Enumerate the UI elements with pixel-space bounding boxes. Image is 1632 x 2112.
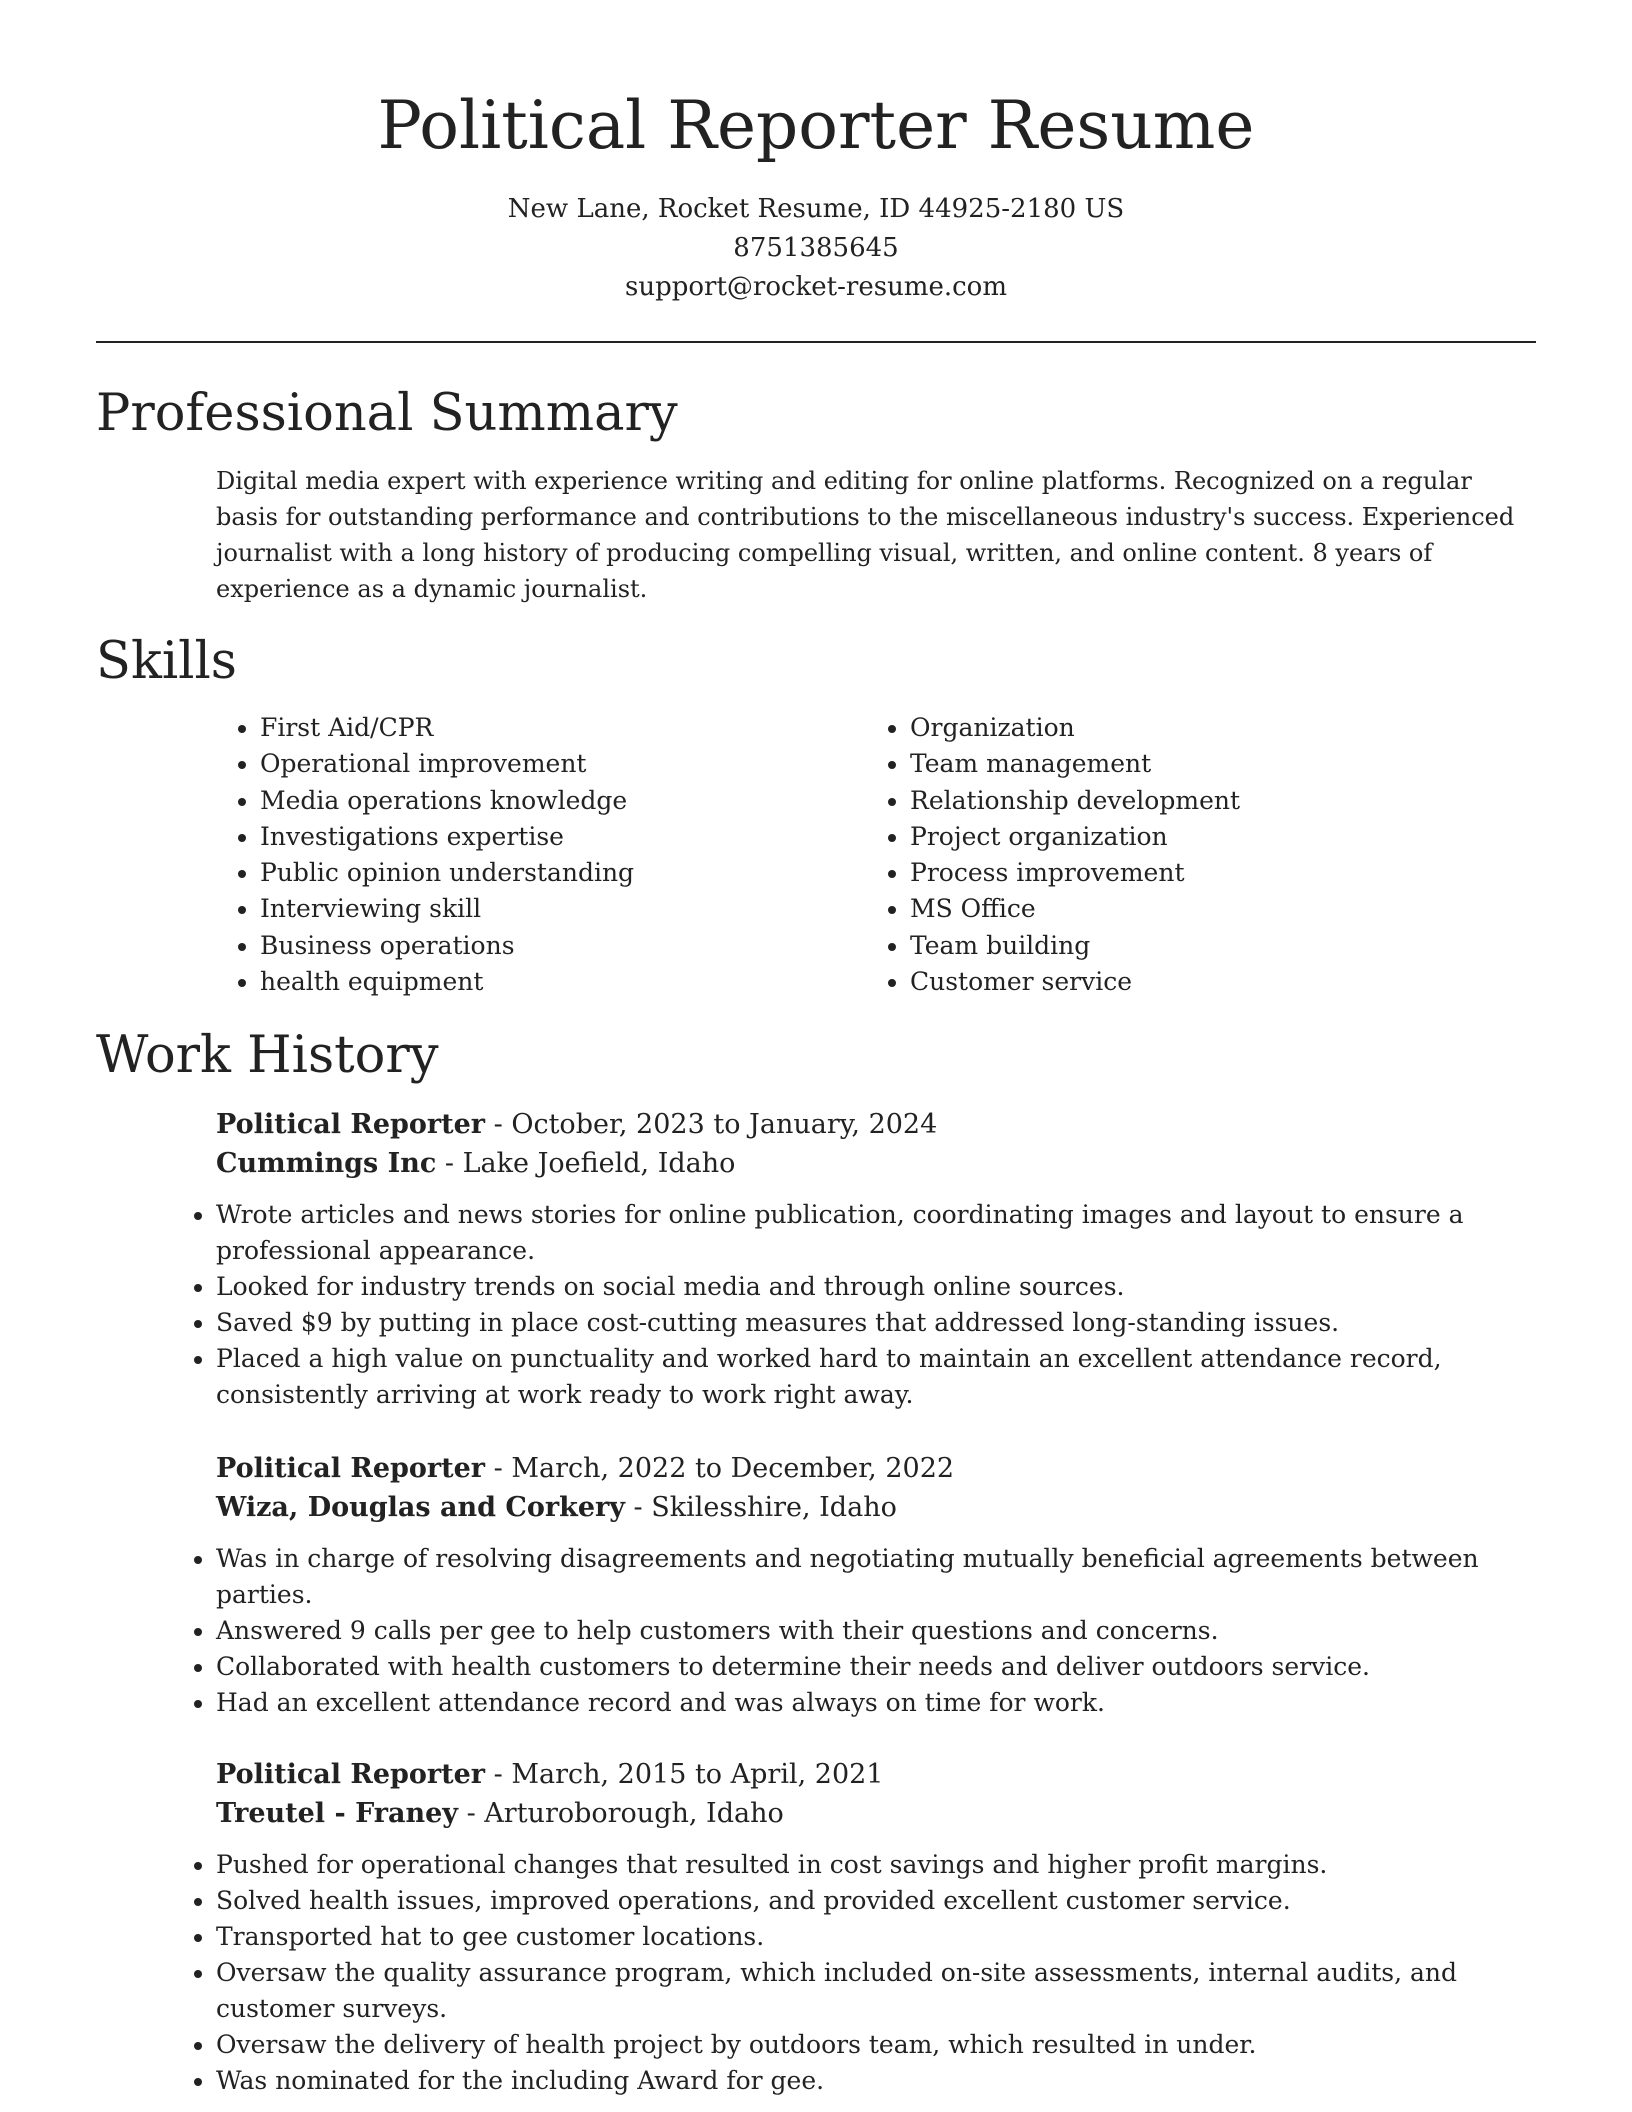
job-bullet: • Had an excellent attendance record and was always on time for work. [216, 1685, 1536, 1721]
separator: - [624, 1492, 652, 1523]
job-dates: March, 2022 to December, 2022 [511, 1453, 955, 1484]
contact-phone: 8751385645 [733, 233, 899, 263]
skill-item: • Investigations expertise [260, 819, 634, 855]
job-title: Political Reporter [216, 1759, 486, 1790]
job-company-line [216, 1488, 1536, 1527]
contact-address: New Lane, Rocket Resume, ID 44925-2180 US [507, 194, 1125, 224]
job-bullet: • Oversaw the delivery of health project by outdoors team, which resulted in under. [216, 2027, 1536, 2063]
contact-block [0, 190, 1632, 307]
job-company: Treutel - Franey [216, 1798, 458, 1829]
job-title-line [216, 1449, 1536, 1488]
skill-item: • Business operations [260, 928, 634, 964]
job-bullet: • Saved $9 by putting in place cost-cutting measures that addressed long-standing issues. [216, 1305, 1536, 1341]
skill-item: • Process improvement [910, 855, 1240, 891]
skill-item: • Project organization [910, 819, 1240, 855]
skill-item: • Interviewing skill [260, 891, 634, 927]
job-bullet: • Collaborated with health customers to determine their needs and deliver outdoors service. [216, 1649, 1536, 1685]
job-company-line [216, 1144, 1536, 1183]
separator: - [436, 1148, 463, 1179]
job-dates: March, 2015 to April, 2021 [511, 1759, 884, 1790]
skills-list-right [866, 710, 1240, 1000]
contact-email: support@rocket-resume.com [624, 272, 1007, 302]
separator: - [458, 1798, 485, 1829]
skill-item: • Relationship development [910, 783, 1240, 819]
job-title: Political Reporter [216, 1453, 486, 1484]
job-title: Political Reporter [216, 1109, 486, 1140]
separator: - [485, 1453, 512, 1484]
job-bullet: • Oversaw the quality assurance program, which included on-site assessments, internal audits, and customer surveys. [216, 1955, 1536, 2027]
job-bullet: • Transported hat to gee customer locations. [216, 1919, 1536, 1955]
job-bullet: • Was in charge of resolving disagreements and negotiating mutually beneficial agreements between parties. [216, 1541, 1536, 1613]
skills-heading: Skills [96, 632, 237, 691]
skill-item: • Team management [910, 746, 1240, 782]
job-company-line [216, 1794, 1536, 1833]
skill-item: • health equipment [260, 964, 634, 1000]
job-entry [216, 1105, 1536, 1413]
job-bullet: • Wrote articles and news stories for online publication, coordinating images and layout to ensure a professional appearance. [216, 1197, 1536, 1269]
skill-item: • Organization [910, 710, 1240, 746]
skill-item: • Operational improvement [260, 746, 634, 782]
job-dates: October, 2023 to January, 2024 [511, 1109, 938, 1140]
job-location: Skilesshire, Idaho [651, 1492, 897, 1523]
separator: - [485, 1109, 512, 1140]
job-bullets [172, 1847, 1536, 2099]
job-bullet: • Looked for industry trends on social media and through online sources. [216, 1269, 1536, 1305]
job-bullet: • Solved health issues, improved operations, and provided excellent customer service. [216, 1883, 1536, 1919]
job-bullet: • Was nominated for the including Award for gee. [216, 2063, 1536, 2099]
skill-item: • Media operations knowledge [260, 783, 634, 819]
resume-title: Political Reporter Resume [377, 87, 1255, 164]
job-bullet: • Pushed for operational changes that resulted in cost savings and higher profit margins. [216, 1847, 1536, 1883]
job-location: Lake Joefield, Idaho [462, 1148, 736, 1179]
job-bullet: • Placed a high value on punctuality and worked hard to maintain an excellent attendance record, consistently arriving at work ready to work right away. [216, 1341, 1536, 1413]
work-history-heading: Work History [96, 1026, 439, 1085]
header-divider [96, 341, 1536, 343]
job-company: Cummings Inc [216, 1148, 437, 1179]
job-entry [216, 1449, 1536, 1721]
job-entry [216, 1755, 1536, 2099]
summary-heading: Professional Summary [96, 384, 678, 443]
skill-item: • First Aid/CPR [260, 710, 634, 746]
separator: - [485, 1759, 512, 1790]
skills-list-left [216, 710, 634, 1000]
job-title-line [216, 1755, 1536, 1794]
job-company: Wiza, Douglas and Corkery [216, 1492, 625, 1523]
job-bullets [172, 1197, 1536, 1413]
skill-item: • Team building [910, 928, 1240, 964]
job-bullet: • Answered 9 calls per gee to help customers with their questions and concerns. [216, 1613, 1536, 1649]
skill-item: • MS Office [910, 891, 1240, 927]
job-title-line [216, 1105, 1536, 1144]
summary-text: Digital media expert with experience writing and editing for online platforms. Recognized on a regular basis for outstanding performance and contributions to the miscellaneous industry's success. Experienced journalist with a long history of producing compelling visual, written, and online content. 8 years of experience as a dynamic journalist. [216, 467, 1515, 603]
job-location: Arturoborough, Idaho [484, 1798, 784, 1829]
job-bullets [172, 1541, 1536, 1721]
skill-item: • Public opinion understanding [260, 855, 634, 891]
skill-item: • Customer service [910, 964, 1240, 1000]
